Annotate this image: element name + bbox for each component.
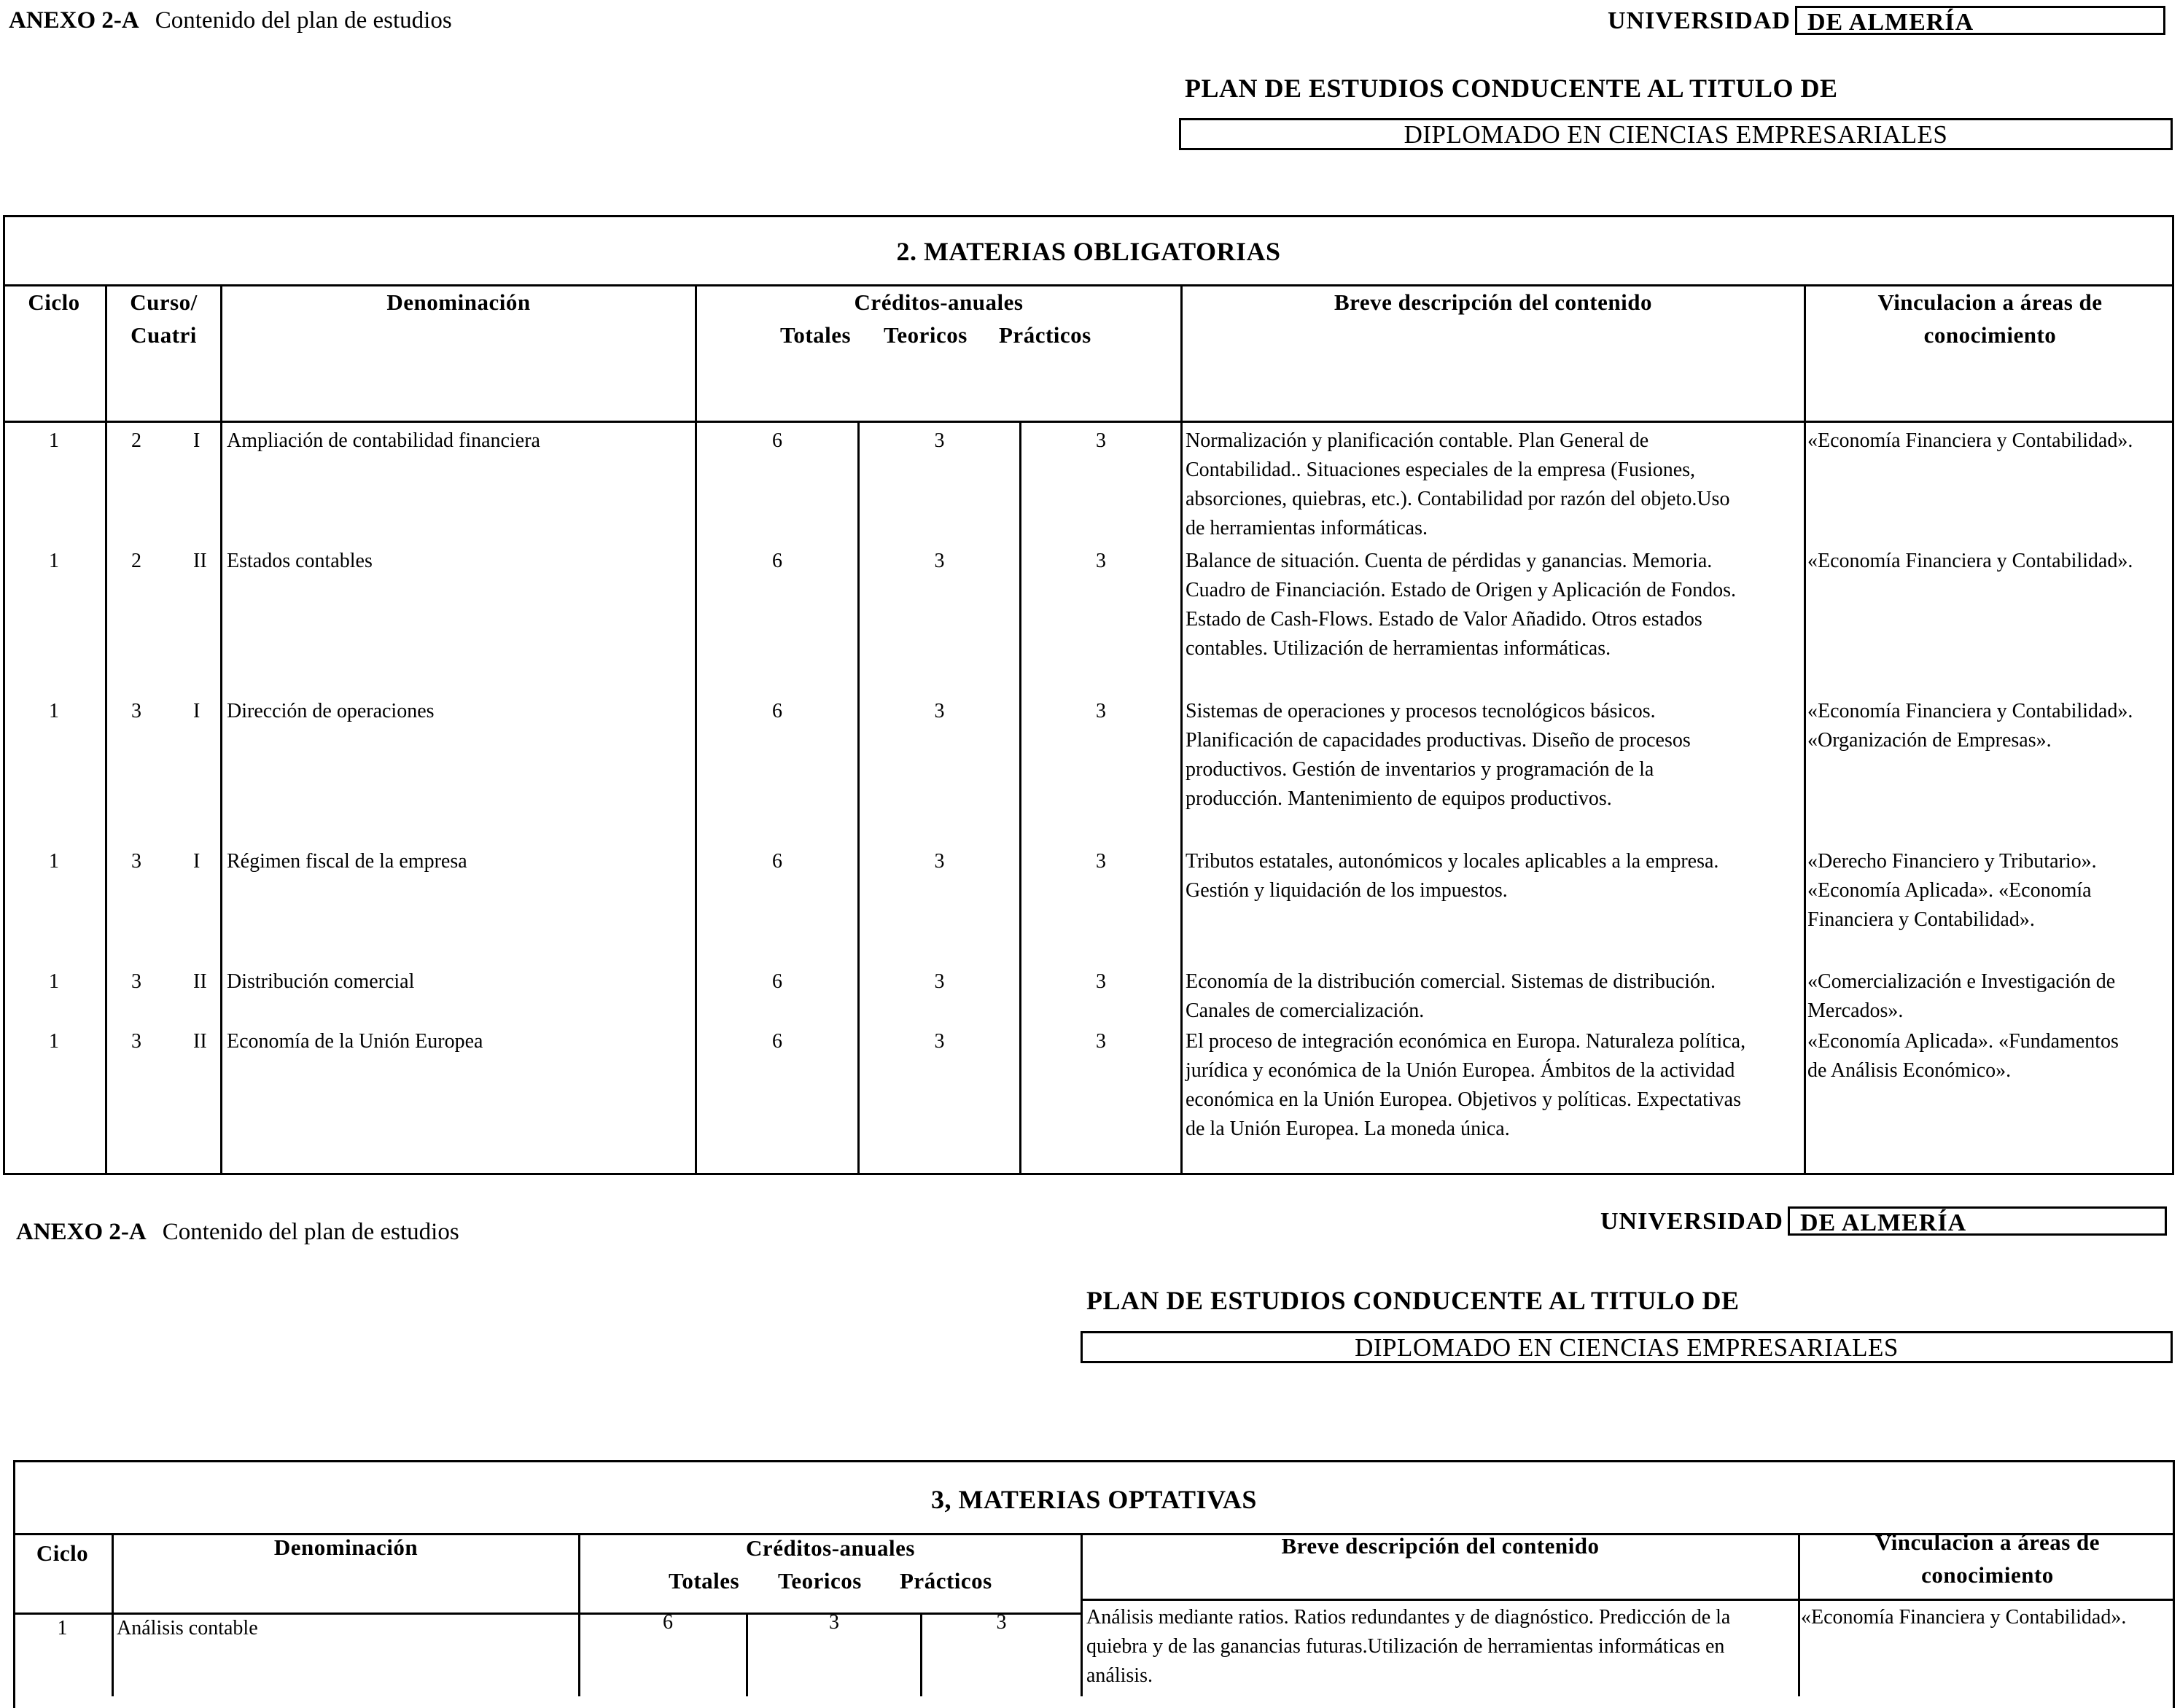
cell-descripcion-line: análisis.	[1086, 1664, 1153, 1687]
cell-descripcion-line: Economía de la distribución comercial. Sistemas de distribución.	[1186, 970, 1716, 993]
cell-descripcion-line: Contabilidad.. Situaciones especiales de la empresa (Fusiones,	[1186, 459, 1696, 481]
cell-curso: 3	[131, 700, 141, 722]
cell-ciclo: 1	[49, 970, 59, 993]
titulo-box: DIPLOMADO EN CIENCIAS EMPRESARIALES	[1179, 118, 2173, 150]
header-curso-line2: Cuatri	[131, 322, 197, 348]
cell-descripcion-line: contables. Utilización de herramientas informáticas.	[1186, 637, 1611, 660]
header-teoricos-2: Teoricos	[778, 1568, 862, 1594]
header-vinculacion-line2: conocimiento	[1923, 322, 2057, 348]
cell-vinculacion	[1807, 426, 2172, 456]
column-divider	[220, 284, 222, 1175]
cell-descripcion-line: Cuadro de Financiación. Estado de Origen y Aplicación de Fondos.	[1186, 579, 1737, 601]
cell-vinculacion-line: «Comercialización e Investigación de	[1807, 970, 2116, 993]
cell-totales: 6	[772, 429, 782, 452]
anexo-label: ANEXO 2-A	[9, 7, 139, 34]
header-curso-line1: Curso/	[130, 289, 198, 315]
cell-vinculacion-line: «Derecho Financiero y Tributario».	[1807, 850, 2097, 873]
cell-totales: 6	[772, 970, 782, 993]
cell-descripcion-line: Estado de Cash-Flows. Estado de Valor Añadido. Otros estados	[1186, 608, 1702, 631]
cell-descripcion-line: Canales de comercialización.	[1186, 999, 1425, 1022]
column-divider	[105, 284, 107, 1175]
cell-ciclo: 1	[49, 850, 59, 873]
universidad-header-2	[1600, 1206, 2167, 1236]
header-creditos: Créditos-anuales	[854, 289, 1024, 315]
cell-vinculacion-line: «Economía Aplicada». «Fundamentos	[1807, 1030, 2119, 1053]
cell-descripcion	[1186, 426, 1802, 543]
cell-descripcion	[1086, 1603, 1797, 1691]
cell-descripcion-line: Planificación de capacidades productivas. Diseño de procesos	[1186, 729, 1691, 752]
cell-descripcion-line: Normalización y planificación contable. Plan General de	[1186, 429, 1649, 452]
universidad-label: UNIVERSIDAD	[1608, 7, 1791, 34]
header-ciclo-2: Ciclo	[36, 1540, 89, 1566]
cell-practicos: 3	[1096, 970, 1106, 993]
cell-cuatri: II	[193, 550, 207, 572]
cell-practicos: 3	[1096, 429, 1106, 452]
cell-totales: 6	[772, 850, 782, 873]
cell-vinculacion	[1807, 1027, 2172, 1085]
cell-ciclo: 1	[49, 1030, 59, 1053]
cell-practicos: 3	[1096, 700, 1106, 722]
cell-cuatri: II	[193, 970, 207, 993]
cell-descripcion-line: El proceso de integración económica en Europa. Naturaleza política,	[1186, 1030, 1746, 1053]
cell-descripcion-line: de herramientas informáticas.	[1186, 517, 1428, 539]
table-divider	[3, 421, 2174, 423]
cell-descripcion-line: Tributos estatales, autonómicos y locales aplicables a la empresa.	[1186, 850, 1719, 873]
header-vinculacion-line1: Vinculacion a áreas de	[1877, 289, 2103, 315]
cell-vinculacion-line: Mercados».	[1807, 999, 1904, 1022]
cell-descripcion-line: de la Unión Europea. La moneda única.	[1186, 1118, 1510, 1140]
plan-title-2: PLAN DE ESTUDIOS CONDUCENTE AL TITULO DE	[1086, 1286, 1740, 1315]
cell-descripcion	[1186, 967, 1802, 1026]
header-denominacion: Denominación	[386, 289, 531, 315]
cell-descripcion	[1186, 697, 1802, 814]
cell-denominacion: Estados contables	[227, 550, 373, 572]
cell-descripcion	[1186, 847, 1802, 905]
cell-descripcion-line: Análisis mediante ratios. Ratios redundantes y de diagnóstico. Predicción de la	[1086, 1606, 1731, 1629]
header-denominacion-2: Denominación	[273, 1535, 419, 1560]
cell-descripcion-line: Balance de situación. Cuenta de pérdidas y ganancias. Memoria.	[1186, 550, 1713, 572]
cell-teoricos: 3	[934, 970, 945, 993]
cell-vinculacion	[1807, 847, 2172, 935]
cell-denominacion: Dirección de operaciones	[227, 700, 435, 722]
cell-cuatri: I	[193, 700, 201, 722]
header-totales-2: Totales	[669, 1568, 740, 1594]
cell-ciclo: 1	[49, 700, 59, 722]
header-vinculacion-2	[1800, 1526, 2175, 1591]
cell-ciclo: 1	[49, 429, 59, 452]
universidad-header	[1608, 6, 2165, 35]
header-totales: Totales	[780, 322, 852, 348]
cell-descripcion-line: económica en la Unión Europea. Objetivos y políticas. Expectativas	[1186, 1088, 1741, 1111]
cell-practicos: 3	[1096, 550, 1106, 572]
header-teoricos: Teoricos	[884, 322, 968, 348]
header-practicos-2: Prácticos	[900, 1568, 992, 1594]
cell-vinculacion	[1807, 547, 2172, 576]
cell-cuatri: II	[193, 1030, 207, 1053]
cell-teoricos: 3	[934, 850, 945, 873]
cell-descripcion-line: Gestión y liquidación de los impuestos.	[1186, 879, 1508, 902]
cell-descripcion	[1186, 1027, 1802, 1144]
section-title-2: 3, MATERIAS OPTATIVAS	[931, 1485, 1257, 1514]
cell-curso: 3	[131, 1030, 141, 1053]
cell-curso: 3	[131, 970, 141, 993]
section-title: 2. MATERIAS OBLIGATORIAS	[896, 237, 1281, 266]
cell-vinculacion-line: de Análisis Económico».	[1807, 1059, 2012, 1082]
cell-vinculacion-line: «Economía Aplicada». «Economía	[1807, 879, 2092, 902]
anexo-header	[9, 7, 452, 34]
cell-denominacion: Ampliación de contabilidad financiera	[227, 429, 540, 452]
header-curso	[107, 286, 220, 351]
cell-curso: 2	[131, 429, 141, 452]
cell-totales: 6	[663, 1611, 673, 1634]
cell-descripcion-line: productivos. Gestión de inventarios y programación de la	[1186, 758, 1654, 781]
header-creditos-2: Créditos-anuales	[746, 1535, 915, 1561]
header-ciclo: Ciclo	[28, 289, 80, 315]
cell-practicos: 3	[1096, 850, 1106, 873]
cell-descripcion-line: Sistemas de operaciones y procesos tecnológicos básicos.	[1186, 700, 1656, 722]
header-vinculacion	[1806, 286, 2174, 351]
cell-teoricos: 3	[934, 550, 945, 572]
cell-vinculacion-line: «Economía Financiera y Contabilidad».	[1807, 429, 2133, 452]
cell-totales: 6	[772, 700, 782, 722]
cell-vinculacion-line: «Economía Financiera y Contabilidad».	[1807, 550, 2133, 572]
cell-vinculacion-line: «Organización de Empresas».	[1807, 729, 2052, 752]
cell-vinculacion	[1801, 1603, 2173, 1632]
cell-vinculacion-line: «Economía Financiera y Contabilidad».	[1807, 700, 2133, 722]
column-divider	[1019, 421, 1021, 1175]
cell-cuatri: I	[193, 429, 201, 452]
cell-ciclo: 1	[57, 1617, 68, 1639]
cell-curso: 3	[131, 850, 141, 873]
universidad-label-2: UNIVERSIDAD	[1600, 1208, 1783, 1235]
cell-denominacion: Régimen fiscal de la empresa	[227, 850, 467, 873]
header-vinculacion-line2: conocimiento	[1921, 1562, 2054, 1588]
cell-vinculacion-line: «Economía Financiera y Contabilidad».	[1801, 1606, 2127, 1629]
cell-descripcion-line: jurídica y económica de la Unión Europea. Ámbitos de la actividad	[1186, 1059, 1735, 1082]
cell-descripcion	[1186, 547, 1802, 663]
cell-totales: 6	[772, 1030, 782, 1053]
anexo-label-2: ANEXO 2-A	[16, 1219, 147, 1245]
cell-descripcion-line: producción. Mantenimiento de equipos productivos.	[1186, 787, 1612, 810]
cell-vinculacion-line: Financiera y Contabilidad».	[1807, 908, 2035, 931]
cell-descripcion-line: quiebra y de las ganancias futuras.Utilización de herramientas informáticas en	[1086, 1635, 1725, 1658]
cell-curso: 2	[131, 550, 141, 572]
universidad-name-box-2: DE ALMERÍA	[1788, 1206, 2167, 1236]
cell-denominacion: Economía de la Unión Europea	[227, 1030, 483, 1053]
column-divider	[1180, 284, 1183, 1175]
header-vinculacion-line1: Vinculacion a áreas de	[1875, 1529, 2101, 1555]
anexo-text-2: Contenido del plan de estudios	[162, 1219, 459, 1245]
table-divider	[1081, 1599, 2175, 1601]
cell-ciclo: 1	[49, 550, 59, 572]
cell-teoricos: 3	[934, 429, 945, 452]
cell-practicos: 3	[996, 1611, 1007, 1634]
cell-practicos: 3	[1096, 1030, 1106, 1053]
cell-teoricos: 3	[934, 700, 945, 722]
header-descripcion-2: Breve descripción del contenido	[1281, 1533, 1600, 1559]
cell-denominacion: Distribución comercial	[227, 970, 415, 993]
anexo-header-2	[16, 1219, 459, 1246]
cell-teoricos: 3	[829, 1611, 839, 1634]
column-divider	[857, 421, 860, 1175]
universidad-name-box: DE ALMERÍA	[1795, 6, 2165, 35]
cell-totales: 6	[772, 550, 782, 572]
cell-vinculacion	[1807, 967, 2172, 1026]
cell-vinculacion	[1807, 697, 2172, 755]
cell-cuatri: I	[193, 850, 201, 873]
column-divider	[1804, 284, 1806, 1175]
cell-denominacion: Análisis contable	[117, 1617, 258, 1639]
anexo-text: Contenido del plan de estudios	[155, 7, 452, 34]
header-descripcion: Breve descripción del contenido	[1334, 289, 1652, 315]
titulo-box-2: DIPLOMADO EN CIENCIAS EMPRESARIALES	[1081, 1331, 2173, 1363]
plan-title: PLAN DE ESTUDIOS CONDUCENTE AL TITULO DE	[1185, 74, 1838, 103]
cell-descripcion-line: absorciones, quiebras, etc.). Contabilidad por razón del objeto.Uso	[1186, 488, 1730, 510]
cell-teoricos: 3	[934, 1030, 945, 1053]
header-practicos: Prácticos	[999, 322, 1091, 348]
